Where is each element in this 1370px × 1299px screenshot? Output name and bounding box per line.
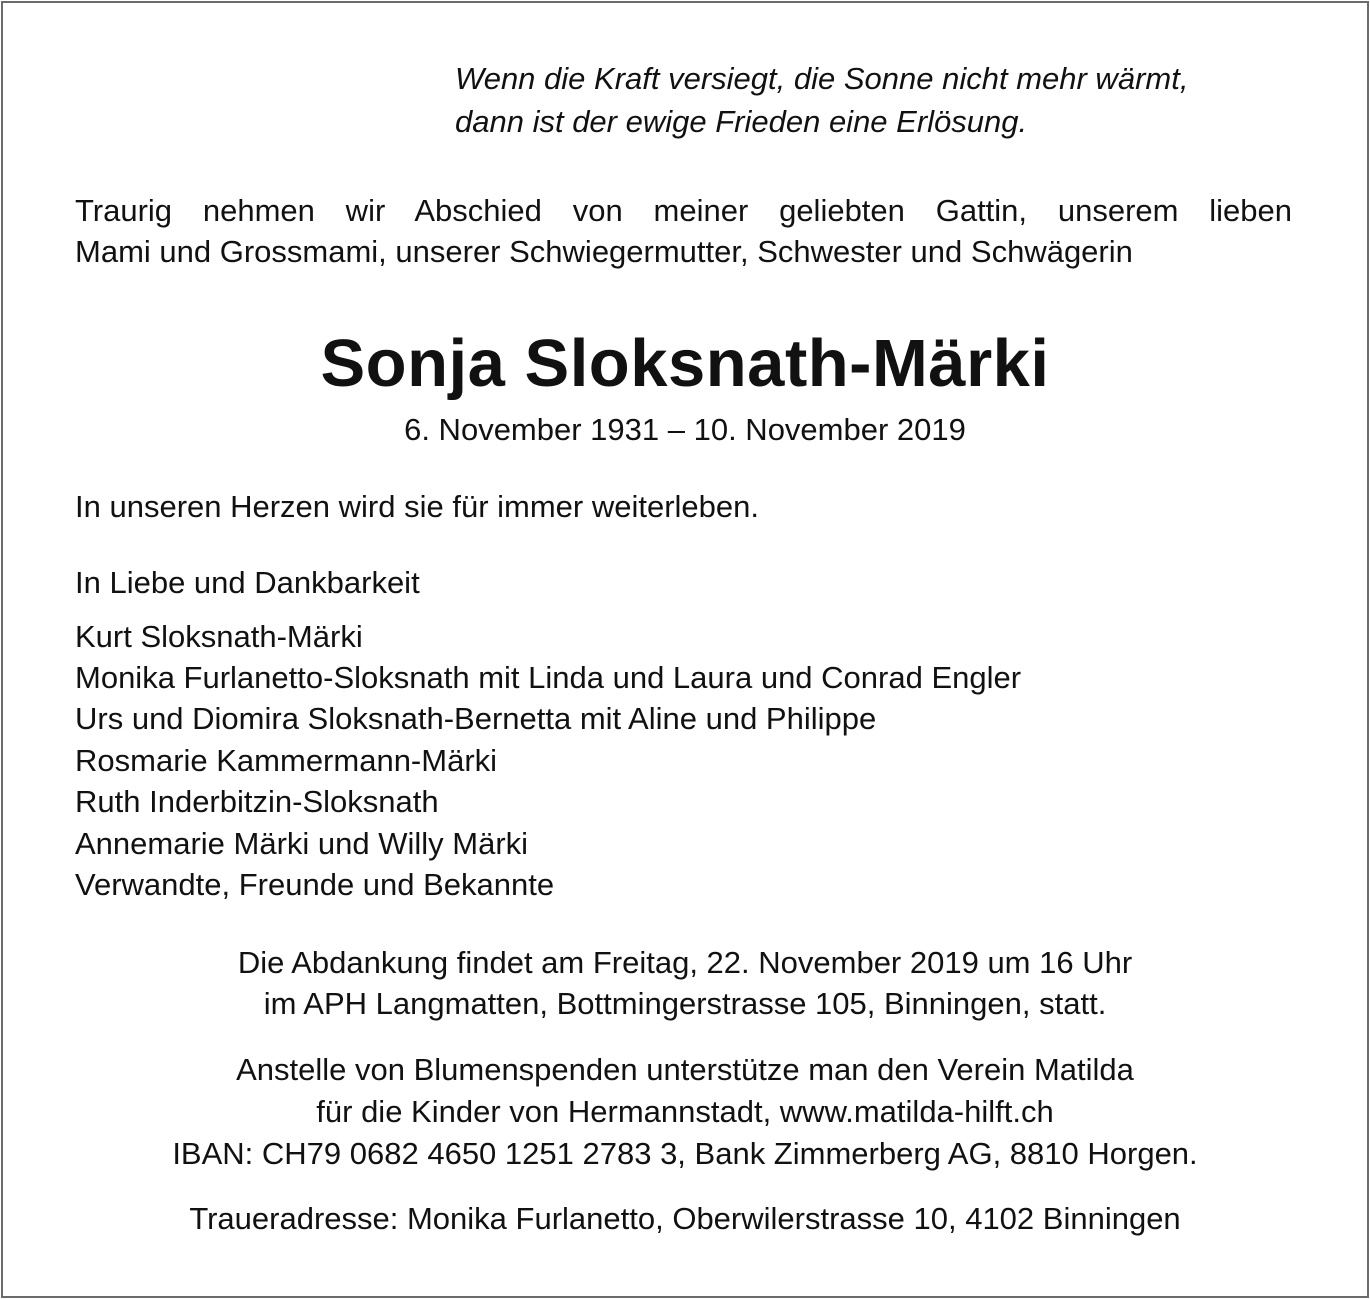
motto-line-1: Wenn die Kraft versiegt, die Sonne nicht mehr wärmt, (455, 61, 1189, 96)
mourner-line: Kurt Sloksnath-Märki (75, 619, 363, 654)
mourner-line: Rosmarie Kammermann-Märki (75, 743, 498, 778)
service-line-2: im APH Langmatten, Bottmingerstrasse 105, Binningen, statt. (263, 986, 1107, 1021)
motto-line-2: dann ist der ewige Frieden eine Erlösung. (455, 104, 1028, 139)
donation-line-1: Anstelle von Blumenspenden unterstütze man den Verein Matilda (236, 1052, 1134, 1087)
mourner-line: Ruth Inderbitzin-Sloksnath (75, 784, 439, 819)
remembrance-text: In unseren Herzen wird sie für immer weiterleben. (75, 489, 759, 524)
intro-line-2: Mami und Grossmami, unserer Schwiegermutter, Schwester und Schwägerin (75, 234, 1133, 269)
signoff-text: In Liebe und Dankbarkeit (75, 565, 420, 600)
mourning-address: Traueradresse: Monika Furlanetto, Oberwilerstrasse 10, 4102 Binningen (189, 1201, 1181, 1236)
intro-line-1: Traurig nehmen wir Abschied von meiner geliebten Gattin, unserem lieben (75, 193, 1292, 228)
mourner-line: Monika Furlanetto-Sloksnath mit Linda und Laura und Conrad Engler (75, 660, 1022, 695)
life-dates: 6. November 1931 – 10. November 2019 (404, 412, 966, 447)
service-line-1: Die Abdankung findet am Freitag, 22. November 2019 um 16 Uhr (237, 945, 1133, 980)
donation-line-3: IBAN: CH79 0682 4650 1251 2783 3, Bank Zimmerberg AG, 8810 Horgen. (172, 1136, 1198, 1171)
mourner-line: Urs und Diomira Sloksnath-Bernetta mit Aline und Philippe (75, 701, 877, 736)
deceased-name: Sonja Sloksnath-Märki (320, 326, 1050, 401)
donation-line-2: für die Kinder von Hermannstadt, www.matilda-hilft.ch (316, 1094, 1054, 1129)
mourner-line: Verwandte, Freunde und Bekannte (75, 867, 555, 902)
mourner-line: Annemarie Märki und Willy Märki (75, 826, 529, 861)
